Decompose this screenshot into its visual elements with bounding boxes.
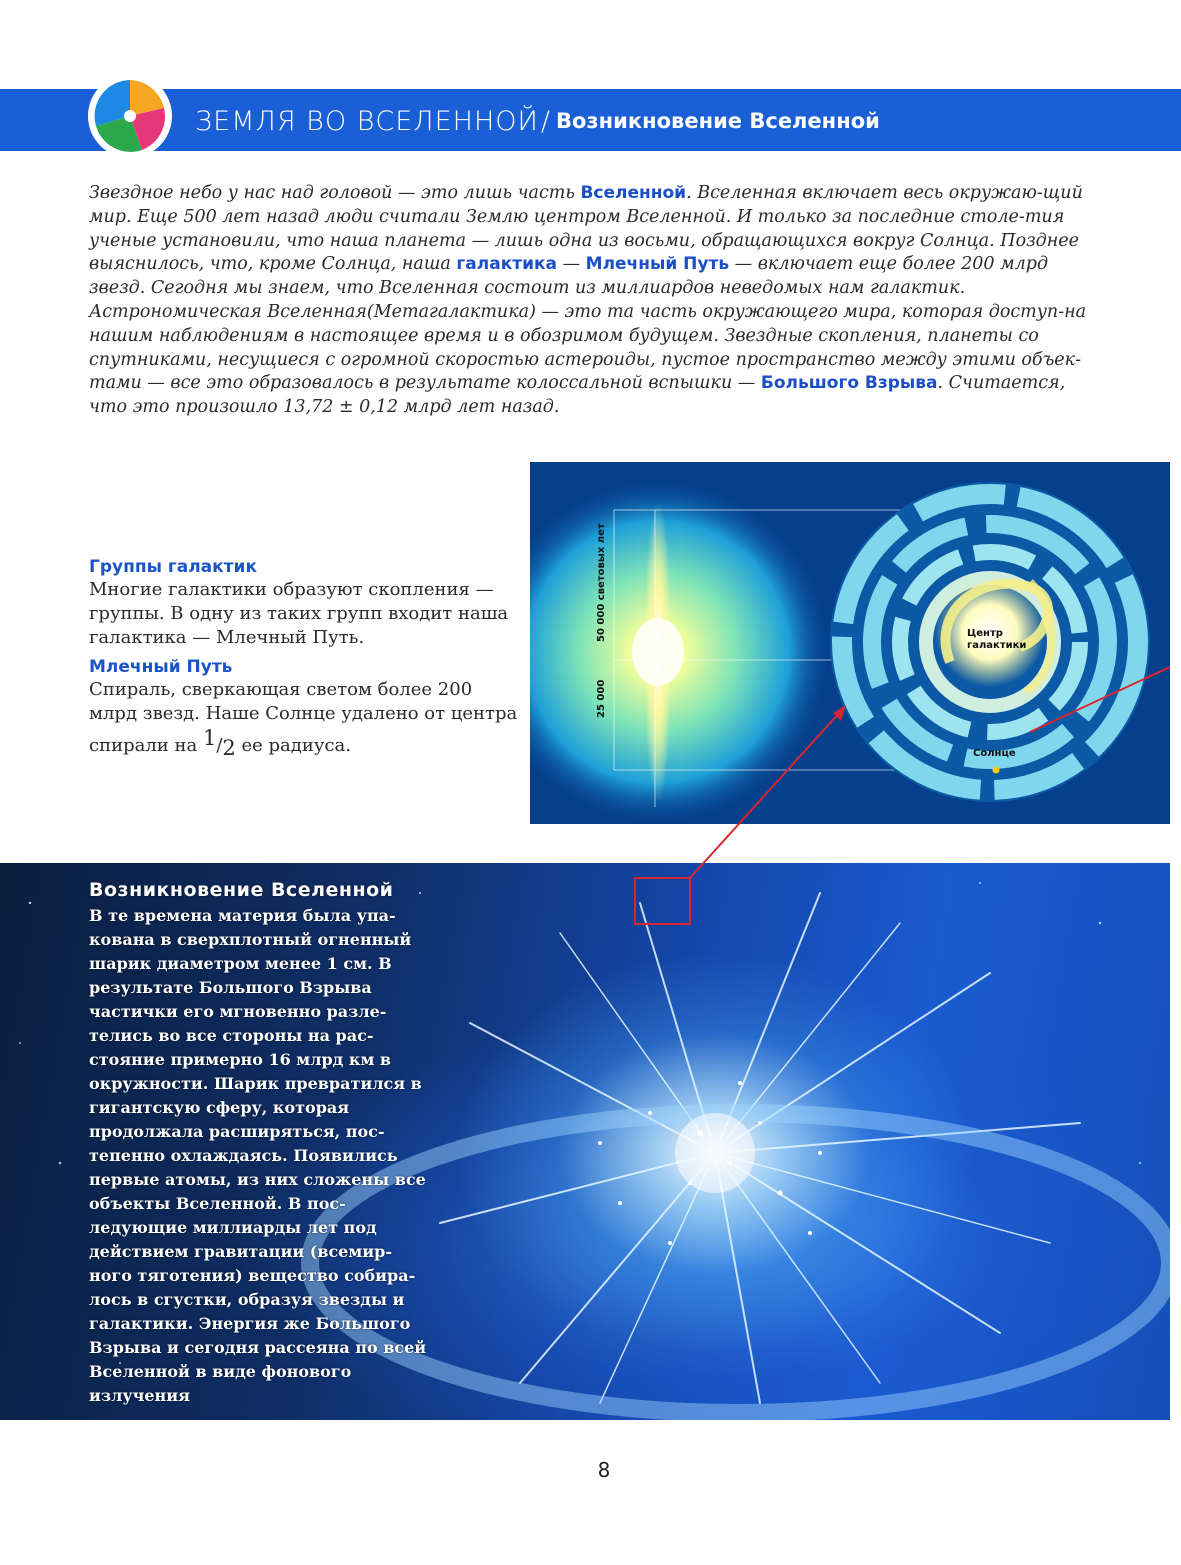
galaxy-diagram bbox=[530, 462, 1170, 824]
page-header-title bbox=[195, 101, 880, 141]
groups-heading: Группы галактик bbox=[89, 557, 257, 577]
label-25000: 25 000 bbox=[596, 679, 607, 718]
fraction-slash: / bbox=[216, 735, 223, 756]
intro-text: . Вселенная включает весь окружаю-щий мир. Еще 500 лет назад люди считали Землю центром Вселенной. И только за последние столе-тия ученые установили, что наша планета — лишь одна из восьми, обращающихся вокруг Солнца. Позднее выяснилось, что, кроме Солнца, наша bbox=[89, 183, 1083, 275]
label-galaxy-center-line2: галактики bbox=[967, 640, 1027, 651]
label-50000-light-years: 50 000 световых лет bbox=[596, 523, 607, 642]
intro-text: Звездное небо у нас над головой — это лишь часть bbox=[89, 183, 581, 203]
fraction-numerator: 1 bbox=[202, 726, 217, 750]
intro-text: . Считается, что это произошло 13,72 ± 0,12 млрд лет назад. bbox=[89, 373, 1066, 418]
label-sun: Солнце bbox=[973, 748, 1016, 759]
fraction-denominator: 2 bbox=[222, 736, 236, 760]
milkyway-text-body: Спираль, сверкающая светом более 200 млрд звезд. Наше Солнце удалено от центра спирали на bbox=[89, 679, 518, 756]
section-logo-icon bbox=[90, 76, 170, 156]
topic-title: Возникновение Вселенной bbox=[556, 109, 880, 133]
keyword-big-bang: Большого Взрыва bbox=[760, 373, 938, 394]
label-galaxy-center bbox=[967, 628, 1026, 652]
milkyway-text bbox=[89, 678, 519, 760]
keyword-galaxy: галактика bbox=[456, 254, 558, 275]
fraction-one-half bbox=[202, 726, 236, 760]
side-info bbox=[89, 556, 519, 766]
label-galaxy-center-line1: Центр bbox=[967, 628, 1003, 639]
big-bang-text bbox=[89, 877, 434, 1408]
milkyway-heading: Млечный Путь bbox=[89, 657, 233, 677]
big-bang-heading: Возникновение Вселенной bbox=[89, 879, 394, 901]
galaxy-diagram-graphic bbox=[530, 462, 1170, 824]
keyword-universe: Вселенной bbox=[580, 183, 687, 203]
keyword-milky-way: Млечный Путь bbox=[585, 254, 730, 275]
intro-text: — bbox=[557, 254, 586, 275]
milkyway-text-end: ее радиуса. bbox=[235, 735, 351, 756]
big-bang-description: В те времена материя была упа-кована в сверхплотный огненный шарик диаметром менее 1 см. В результате Большого Взрыва частички его мгновенно разле-телись во все стороны на рас-стояние примерно 16 млрд км в окружности. Шарик превратился в гигантскую сферу, которая продолжала расширяться, пос-тепенно охлаждаясь. Появились первые атомы, из них сложены все объекты Вселенной. В пос-ледующие миллиарды лет под действием гравитации (всемир-ного тяготения) вещество собира-лось в сгустки, образуя звезды и галактики. Энергия же Большого Взрыва и сегодня рассеяна по всей Вселенной в виде фонового излучения bbox=[89, 906, 427, 1405]
intro-paragraph bbox=[89, 182, 1099, 420]
groups-text: Многие галактики образуют скопления — группы. В одну из таких групп входит наша галактика — Млечный Путь. bbox=[89, 579, 509, 648]
big-bang-panel bbox=[0, 863, 1170, 1420]
section-title: ЗЕМЛЯ ВО ВСЕЛЕННОЙ bbox=[195, 105, 539, 137]
intro-text: — включает еще более 200 млрд звезд. Сегодня мы знаем, что Вселенная состоит из миллиардов неведомых нам галактик. Астрономическая Вселенная(Метагалактика) — это та часть окружающего мира, которая доступ-на нашим наблюдениям в настоящее время и в обозримом будущем. Звездные скопления, планеты со спутниками, несущиеся с огромной скоростью астероиды, пустое пространство между этими объек-тами — все это образовалось в результате колоссальной вспышки — bbox=[89, 254, 1087, 394]
header-separator: / bbox=[540, 105, 550, 137]
page-number: 8 bbox=[597, 1458, 611, 1482]
